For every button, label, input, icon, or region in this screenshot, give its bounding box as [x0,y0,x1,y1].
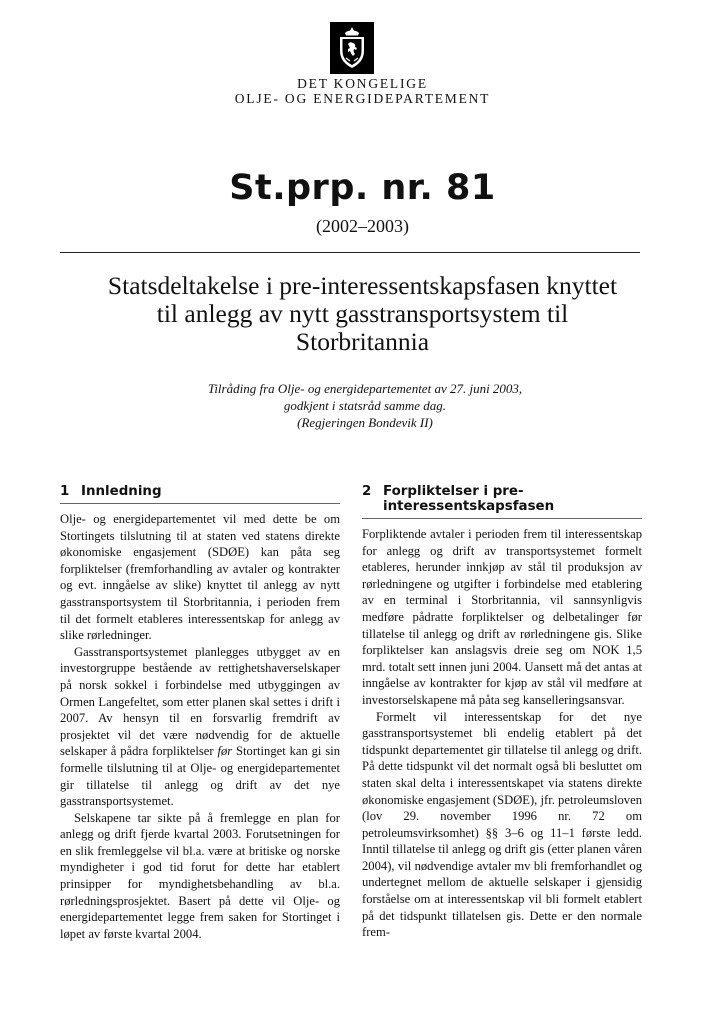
title-line: til anlegg av nytt gasstransportsystem til [156,299,569,328]
section-heading [60,484,340,499]
document-number: St.prp. nr. 81 [229,168,496,208]
recommendation-note [130,380,600,431]
subtitle-line: godkjent i statsråd samme dag. [283,398,447,413]
section-body [60,511,340,942]
section-title: Innledning [81,484,162,499]
ministry-line-2: OLJE- OG ENERGIDEPARTEMENT [234,91,491,106]
section-heading [362,484,642,514]
heading-divider [362,518,642,519]
section-1 [60,484,340,942]
paragraph-text: Gasstransportsystemet planlegges utbygget av en investorgruppe bestående av rettighetshaverselskaper på norsk sokkel i forbindelse med utbyggingen av Ormen Langefeltet, som etter planen skal settes i drift i 2007. Av hensyn til en forsvarlig fremdrift av prosjektet vil det være nødvendig for de aktuelle selskaper å pådra forpliktelser [60,644,340,759]
paragraph: Forpliktende avtaler i perioden frem til interessentskap for anlegg og drift av transportsystemet formelt etableres, herunder innkjøp av stål til produksjon av rørledningene og utgifter i forbindelse med etablering av en terminal i Storbritannia, vil sannsynligvis medføre pådratte forpliktelser og delbetalinger før tillatelse til anlegg og drift av rørledningene gis. Slike forpliktelser kan anslagsvis dreie seg om NOK 1,5 mrd. totalt sett innen juni 2004. Uansett må det antas at inngåelse av kontrakter for kjøp av stål vil medføre at investorselskapene må påta seg kanselleringsansvar. [362,527,642,707]
paragraph: Formelt vil interessentskap for det nye gasstransportsystemet bli endelig etablert på det tidspunkt departementet gir tillatelse til anlegg og drift. På dette tidspunkt vil det normalt også bli besluttet om staten skal delta i interessentskapet via statens direkte økonomiske engasjement (SDØE), jfr. petroleumsloven (lov 29. november 1996 nr. 72 om petroleumsvirksomhet) §§ 3–6 og 11–1 første ledd. Inntil tillatelse til anlegg og drift gis (etter planen våren 2004), vil nødvendige avtaler mv bli fremforhandlet og undertegnet mellom de aktuelle selskaper i gjensidig forståelse om at interessentskap vil bli formelt etablert på det tidspunkt tillatelsen gis. Dette er den normale frem- [362,709,642,940]
title-divider [60,252,640,253]
royal-coat-of-arms-icon [330,22,374,74]
paragraph [60,644,340,810]
section-title [383,484,554,514]
paragraph: Olje- og energidepartementet vil med dette be om Stortingets tilslutning til at staten ved statens direkte økonomiske engasjement (SDØE) kan påta seg forpliktelser (fremforhandling av avtaler og kontrakter og evt. inngåelse av slike) knyttet til anlegg av nytt gasstransportsystem til Storbritannia, i perioden frem til det formelt etableres interessentskap for anlegg av slike rørledninger. [60,512,340,643]
paragraph: Selskapene tar sikte på å fremlegge en plan for anlegg og drift fjerde kvartal 2003. Forutsetningen for en slik fremleggelse vil bl.a. være at britiske og norske myndigheter i god tid forut for dette har etablert prinsipper for myndighetsbehandling av bl.a. rørledningsprosjektet. Basert på dette vil Olje- og energidepartementet legge frem saken for Stortinget i løpet av første kvartal 2004. [60,810,340,941]
subtitle-line: (Regjeringen Bondevik II) [297,415,433,430]
paragraph-text: Stortinget kan gi sin formelle tilslutning til at Olje- og energidepartementet gir tillatelse til anlegg og drift av det nye gasstransportsystemet. [60,744,340,809]
section-number: 1 [60,484,70,499]
title-line: Statsdeltakelse i pre-interessentskapsfasen knyttet [107,271,618,300]
session-years: (2002–2003) [316,216,409,236]
heading-divider [60,503,340,504]
subtitle-line: Tilråding fra Olje- og energidepartementet av 27. juni 2003, [207,381,523,396]
section-number: 2 [362,484,372,499]
emphasis: før [217,744,233,759]
ministry-line-1: DET KONGELIGE [297,76,428,91]
ministry-name [180,76,545,106]
title-line: Storbritannia [295,327,430,356]
section-title-line: interessentskapsfasen [383,499,555,514]
section-2 [362,484,642,941]
section-title-line: Forpliktelser i pre- [383,484,524,499]
document-title [40,272,685,356]
section-body [362,526,642,941]
